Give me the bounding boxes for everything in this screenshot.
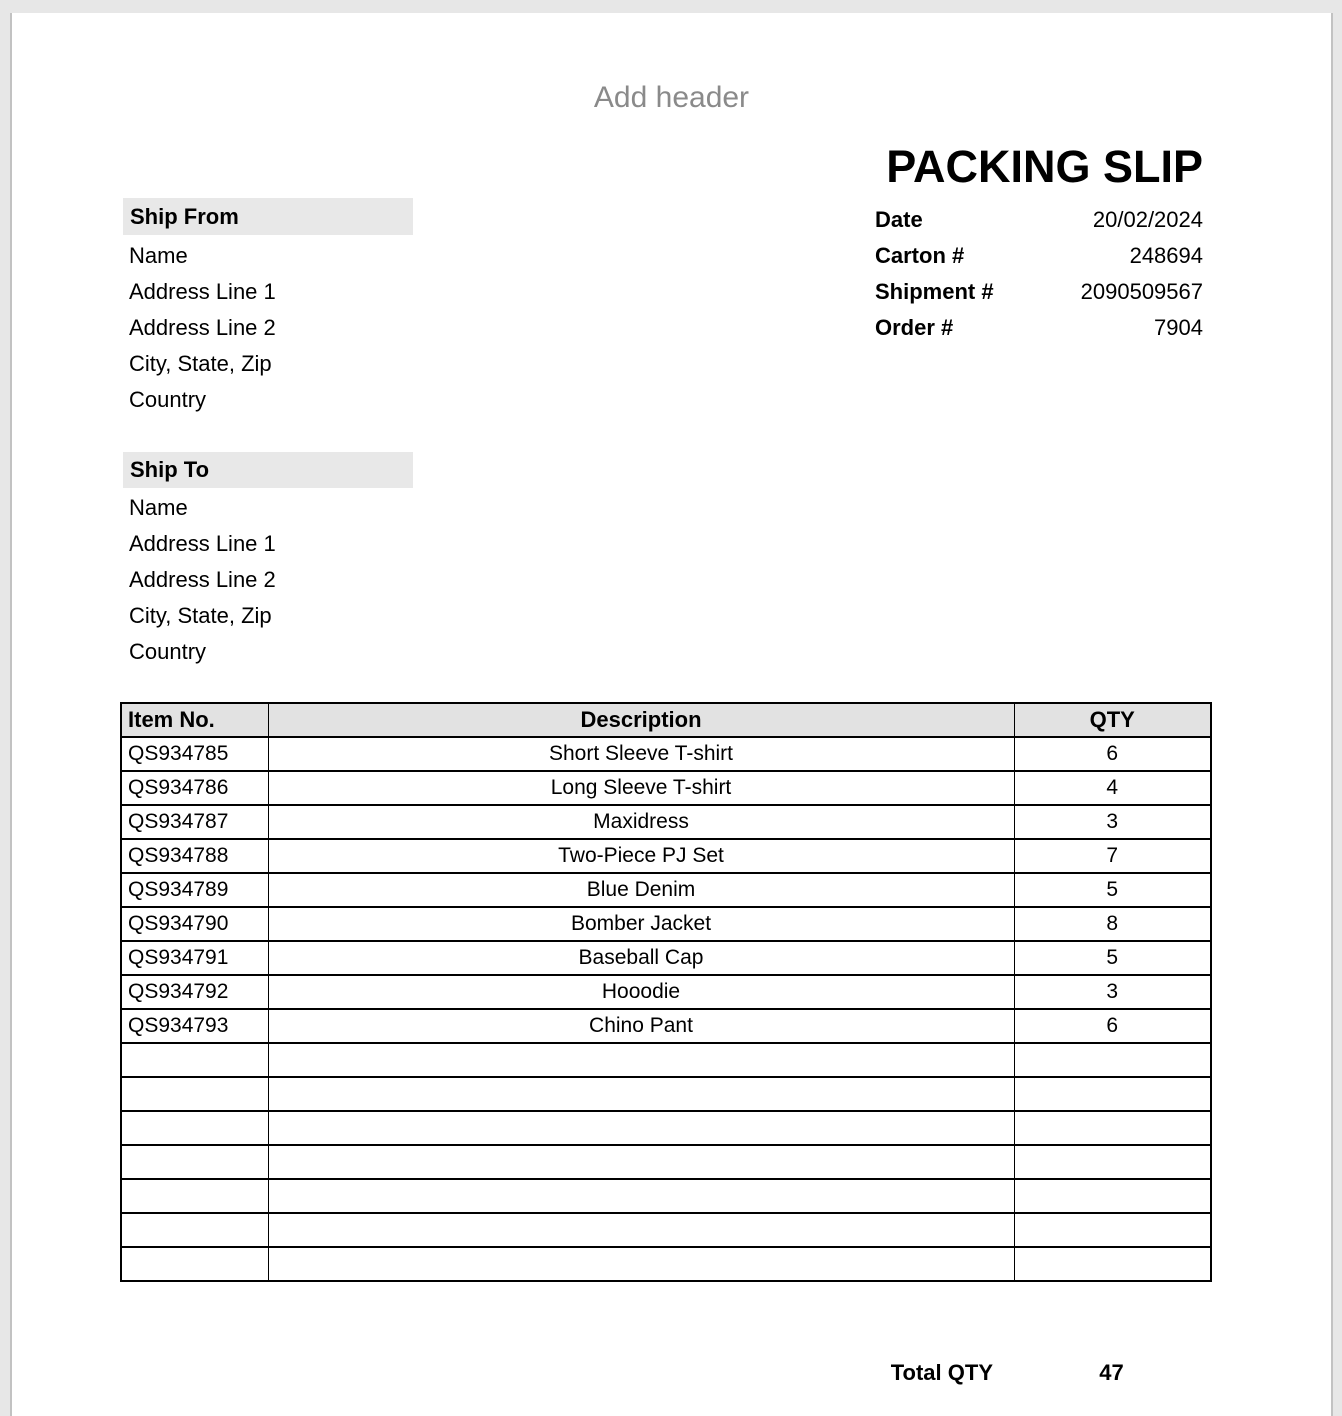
- item-no-cell: [121, 1077, 268, 1111]
- qty-cell: [1014, 1145, 1211, 1179]
- description-cell: [268, 1043, 1014, 1077]
- order-meta-block: [875, 202, 1203, 346]
- description-cell: Short Sleeve T-shirt: [268, 737, 1014, 771]
- item-no-cell: QS934791: [121, 941, 268, 975]
- meta-value-carton: 248694: [1129, 243, 1203, 268]
- table-row: [121, 737, 1211, 771]
- meta-label-date: Date: [875, 207, 923, 232]
- ship-from-city-state-zip: City, State, Zip: [129, 351, 272, 376]
- description-cell: Two-Piece PJ Set: [268, 839, 1014, 873]
- qty-cell: 3: [1014, 975, 1211, 1009]
- table-row-empty: [121, 1043, 1211, 1077]
- document-page: [10, 13, 1333, 1416]
- table-row: [121, 907, 1211, 941]
- ship-from-name: Name: [129, 243, 188, 268]
- qty-cell: [1014, 1111, 1211, 1145]
- description-cell: [268, 1213, 1014, 1247]
- description-cell: [268, 1111, 1014, 1145]
- qty-cell: 8: [1014, 907, 1211, 941]
- item-no-cell: QS934785: [121, 737, 268, 771]
- meta-value-shipment: 2090509567: [1080, 279, 1203, 304]
- ship-from-address: [129, 238, 529, 418]
- item-no-cell: [121, 1043, 268, 1077]
- description-cell: [268, 1077, 1014, 1111]
- qty-cell: 7: [1014, 839, 1211, 873]
- item-no-cell: QS934792: [121, 975, 268, 1009]
- item-no-cell: QS934787: [121, 805, 268, 839]
- ship-to-city-state-zip: City, State, Zip: [129, 603, 272, 628]
- item-no-cell: [121, 1213, 268, 1247]
- ship-from-heading: Ship From: [123, 198, 413, 235]
- item-no-cell: QS934788: [121, 839, 268, 873]
- ship-to-heading: Ship To: [123, 452, 413, 488]
- total-qty-value: 47: [1099, 1360, 1124, 1385]
- description-cell: Blue Denim: [268, 873, 1014, 907]
- description-cell: [268, 1179, 1014, 1213]
- table-row: [121, 805, 1211, 839]
- description-cell: Hooodie: [268, 975, 1014, 1009]
- item-no-cell: QS934793: [121, 1009, 268, 1043]
- column-header-qty: QTY: [1014, 703, 1211, 737]
- add-header-placeholder[interactable]: Add header: [593, 81, 750, 114]
- table-row: [121, 1009, 1211, 1043]
- qty-cell: [1014, 1179, 1211, 1213]
- item-no-cell: QS934790: [121, 907, 268, 941]
- table-row-empty: [121, 1213, 1211, 1247]
- ship-to-address-line-2: Address Line 2: [129, 567, 276, 592]
- meta-row-shipment: [875, 274, 1203, 310]
- meta-row-carton: [875, 238, 1203, 274]
- items-table-header-row: [121, 703, 1211, 737]
- qty-cell: 6: [1014, 1009, 1211, 1043]
- description-cell: Long Sleeve T-shirt: [268, 771, 1014, 805]
- items-table: [120, 702, 1212, 1282]
- table-row: [121, 873, 1211, 907]
- item-no-cell: [121, 1247, 268, 1281]
- qty-cell: 6: [1014, 737, 1211, 771]
- description-cell: Chino Pant: [268, 1009, 1014, 1043]
- description-cell: [268, 1247, 1014, 1281]
- description-cell: Baseball Cap: [268, 941, 1014, 975]
- meta-row-date: [875, 202, 1203, 238]
- ship-to-country: Country: [129, 639, 207, 664]
- table-row-empty: [121, 1111, 1211, 1145]
- meta-value-date: 20/02/2024: [1092, 207, 1203, 232]
- qty-cell: [1014, 1213, 1211, 1247]
- qty-cell: [1014, 1043, 1211, 1077]
- table-row-empty: [121, 1179, 1211, 1213]
- ship-from-country: Country: [129, 387, 207, 412]
- meta-label-carton: Carton #: [875, 243, 965, 268]
- item-no-cell: [121, 1111, 268, 1145]
- meta-label-order: Order #: [875, 315, 954, 340]
- ship-to-name: Name: [129, 495, 188, 520]
- qty-cell: 4: [1014, 771, 1211, 805]
- description-cell: Bomber Jacket: [268, 907, 1014, 941]
- table-row-empty: [121, 1145, 1211, 1179]
- qty-cell: 5: [1014, 873, 1211, 907]
- item-no-cell: [121, 1145, 268, 1179]
- table-row-empty: [121, 1077, 1211, 1111]
- ship-from-address-line-2: Address Line 2: [129, 315, 276, 340]
- meta-row-order: [875, 310, 1203, 346]
- column-header-description: Description: [268, 703, 1014, 737]
- description-cell: Maxidress: [268, 805, 1014, 839]
- meta-value-order: 7904: [1154, 315, 1203, 340]
- ship-to-address-line-1: Address Line 1: [129, 531, 276, 556]
- table-row: [121, 941, 1211, 975]
- qty-cell: 5: [1014, 941, 1211, 975]
- table-row: [121, 771, 1211, 805]
- item-no-cell: QS934789: [121, 873, 268, 907]
- ship-from-address-line-1: Address Line 1: [129, 279, 276, 304]
- qty-cell: [1014, 1247, 1211, 1281]
- table-row: [121, 839, 1211, 873]
- table-row: [121, 975, 1211, 1009]
- item-no-cell: QS934786: [121, 771, 268, 805]
- description-cell: [268, 1145, 1014, 1179]
- qty-cell: [1014, 1077, 1211, 1111]
- column-header-item-no: Item No.: [121, 703, 268, 737]
- page-title: PACKING SLIP: [886, 141, 1203, 192]
- qty-cell: 3: [1014, 805, 1211, 839]
- total-qty-label: Total QTY: [890, 1360, 993, 1385]
- item-no-cell: [121, 1179, 268, 1213]
- meta-label-shipment: Shipment #: [875, 279, 994, 304]
- table-row-empty: [121, 1247, 1211, 1281]
- ship-to-address: [129, 490, 529, 670]
